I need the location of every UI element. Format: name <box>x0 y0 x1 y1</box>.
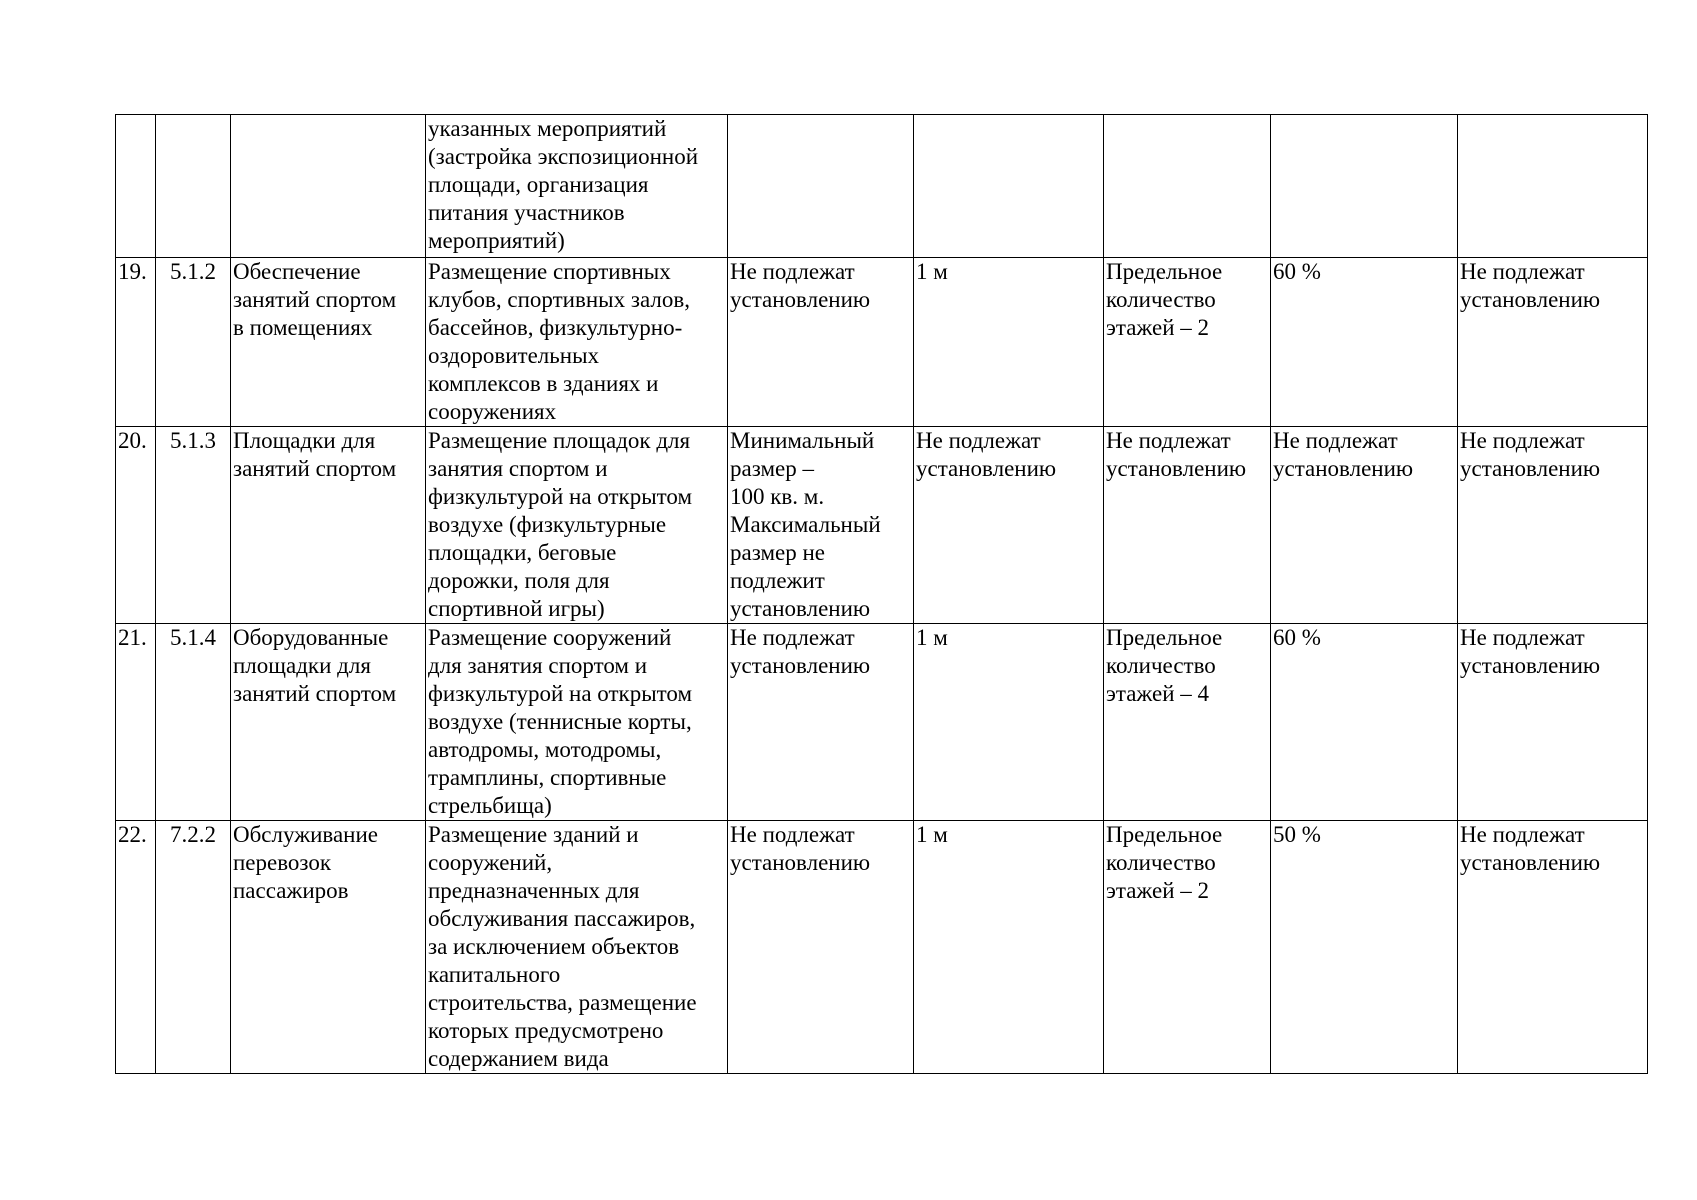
row-number-cell: 21. <box>116 624 156 821</box>
table-row <box>116 258 1648 427</box>
table-row <box>116 821 1648 1074</box>
use-description-cell: Размещение зданий и сооружений, предназначенных для обслуживания пассажиров, за исключением объектов капитального строительства, размещение которых предусмотрено содержанием вида <box>426 821 728 1074</box>
row-number-cell: 22. <box>116 821 156 1074</box>
use-name-cell: Площадки для занятий спортом <box>231 427 426 624</box>
setback-cell: 1 м <box>914 258 1104 427</box>
floors-cell <box>1104 115 1271 258</box>
setback-cell: 1 м <box>914 624 1104 821</box>
use-code-cell: 7.2.2 <box>156 821 231 1074</box>
use-description-cell: указанных мероприятий (застройка экспозиционной площади, организация питания участников мероприятий) <box>426 115 728 258</box>
plot-size-cell: Минимальный размер – 100 кв. м. Максимальный размер не подлежит установлению <box>728 427 914 624</box>
use-code-cell <box>156 115 231 258</box>
use-code-cell: 5.1.4 <box>156 624 231 821</box>
table-row <box>116 427 1648 624</box>
use-name-cell: Оборудованные площадки для занятий спортом <box>231 624 426 821</box>
floors-cell: Предельное количество этажей – 4 <box>1104 624 1271 821</box>
plot-size-cell <box>728 115 914 258</box>
row-number-cell <box>116 115 156 258</box>
other-params-cell: Не подлежат установлению <box>1458 821 1648 1074</box>
use-name-cell: Обеспечение занятий спортом в помещениях <box>231 258 426 427</box>
use-name-cell: Обслуживание перевозок пассажиров <box>231 821 426 1074</box>
use-code-cell: 5.1.3 <box>156 427 231 624</box>
floors-cell: Предельное количество этажей – 2 <box>1104 258 1271 427</box>
setback-cell: 1 м <box>914 821 1104 1074</box>
coverage-cell: 60 % <box>1271 258 1458 427</box>
plot-size-cell: Не подлежат установлению <box>728 624 914 821</box>
row-number-cell: 20. <box>116 427 156 624</box>
setback-cell: Не подлежат установлению <box>914 427 1104 624</box>
other-params-cell: Не подлежат установлению <box>1458 624 1648 821</box>
floors-cell: Не подлежат установлению <box>1104 427 1271 624</box>
use-description-cell: Размещение сооружений для занятия спортом и физкультурой на открытом воздухе (теннисные корты, автодромы, мотодромы, трамплины, спортивные стрельбища) <box>426 624 728 821</box>
use-description-cell: Размещение спортивных клубов, спортивных залов, бассейнов, физкультурно- оздоровительных комплексов в зданиях и сооружениях <box>426 258 728 427</box>
land-use-regulations-table <box>115 114 1648 1074</box>
use-name-cell <box>231 115 426 258</box>
plot-size-cell: Не подлежат установлению <box>728 258 914 427</box>
setback-cell <box>914 115 1104 258</box>
other-params-cell <box>1458 115 1648 258</box>
row-number-cell: 19. <box>116 258 156 427</box>
coverage-cell: 50 % <box>1271 821 1458 1074</box>
use-code-cell: 5.1.2 <box>156 258 231 427</box>
floors-cell: Предельное количество этажей – 2 <box>1104 821 1271 1074</box>
plot-size-cell: Не подлежат установлению <box>728 821 914 1074</box>
table-row <box>116 624 1648 821</box>
coverage-cell: 60 % <box>1271 624 1458 821</box>
coverage-cell: Не подлежат установлению <box>1271 427 1458 624</box>
coverage-cell <box>1271 115 1458 258</box>
use-description-cell: Размещение площадок для занятия спортом и физкультурой на открытом воздухе (физкультурные площадки, беговые дорожки, поля для спортивной игры) <box>426 427 728 624</box>
table-row <box>116 115 1648 258</box>
other-params-cell: Не подлежат установлению <box>1458 427 1648 624</box>
other-params-cell: Не подлежат установлению <box>1458 258 1648 427</box>
